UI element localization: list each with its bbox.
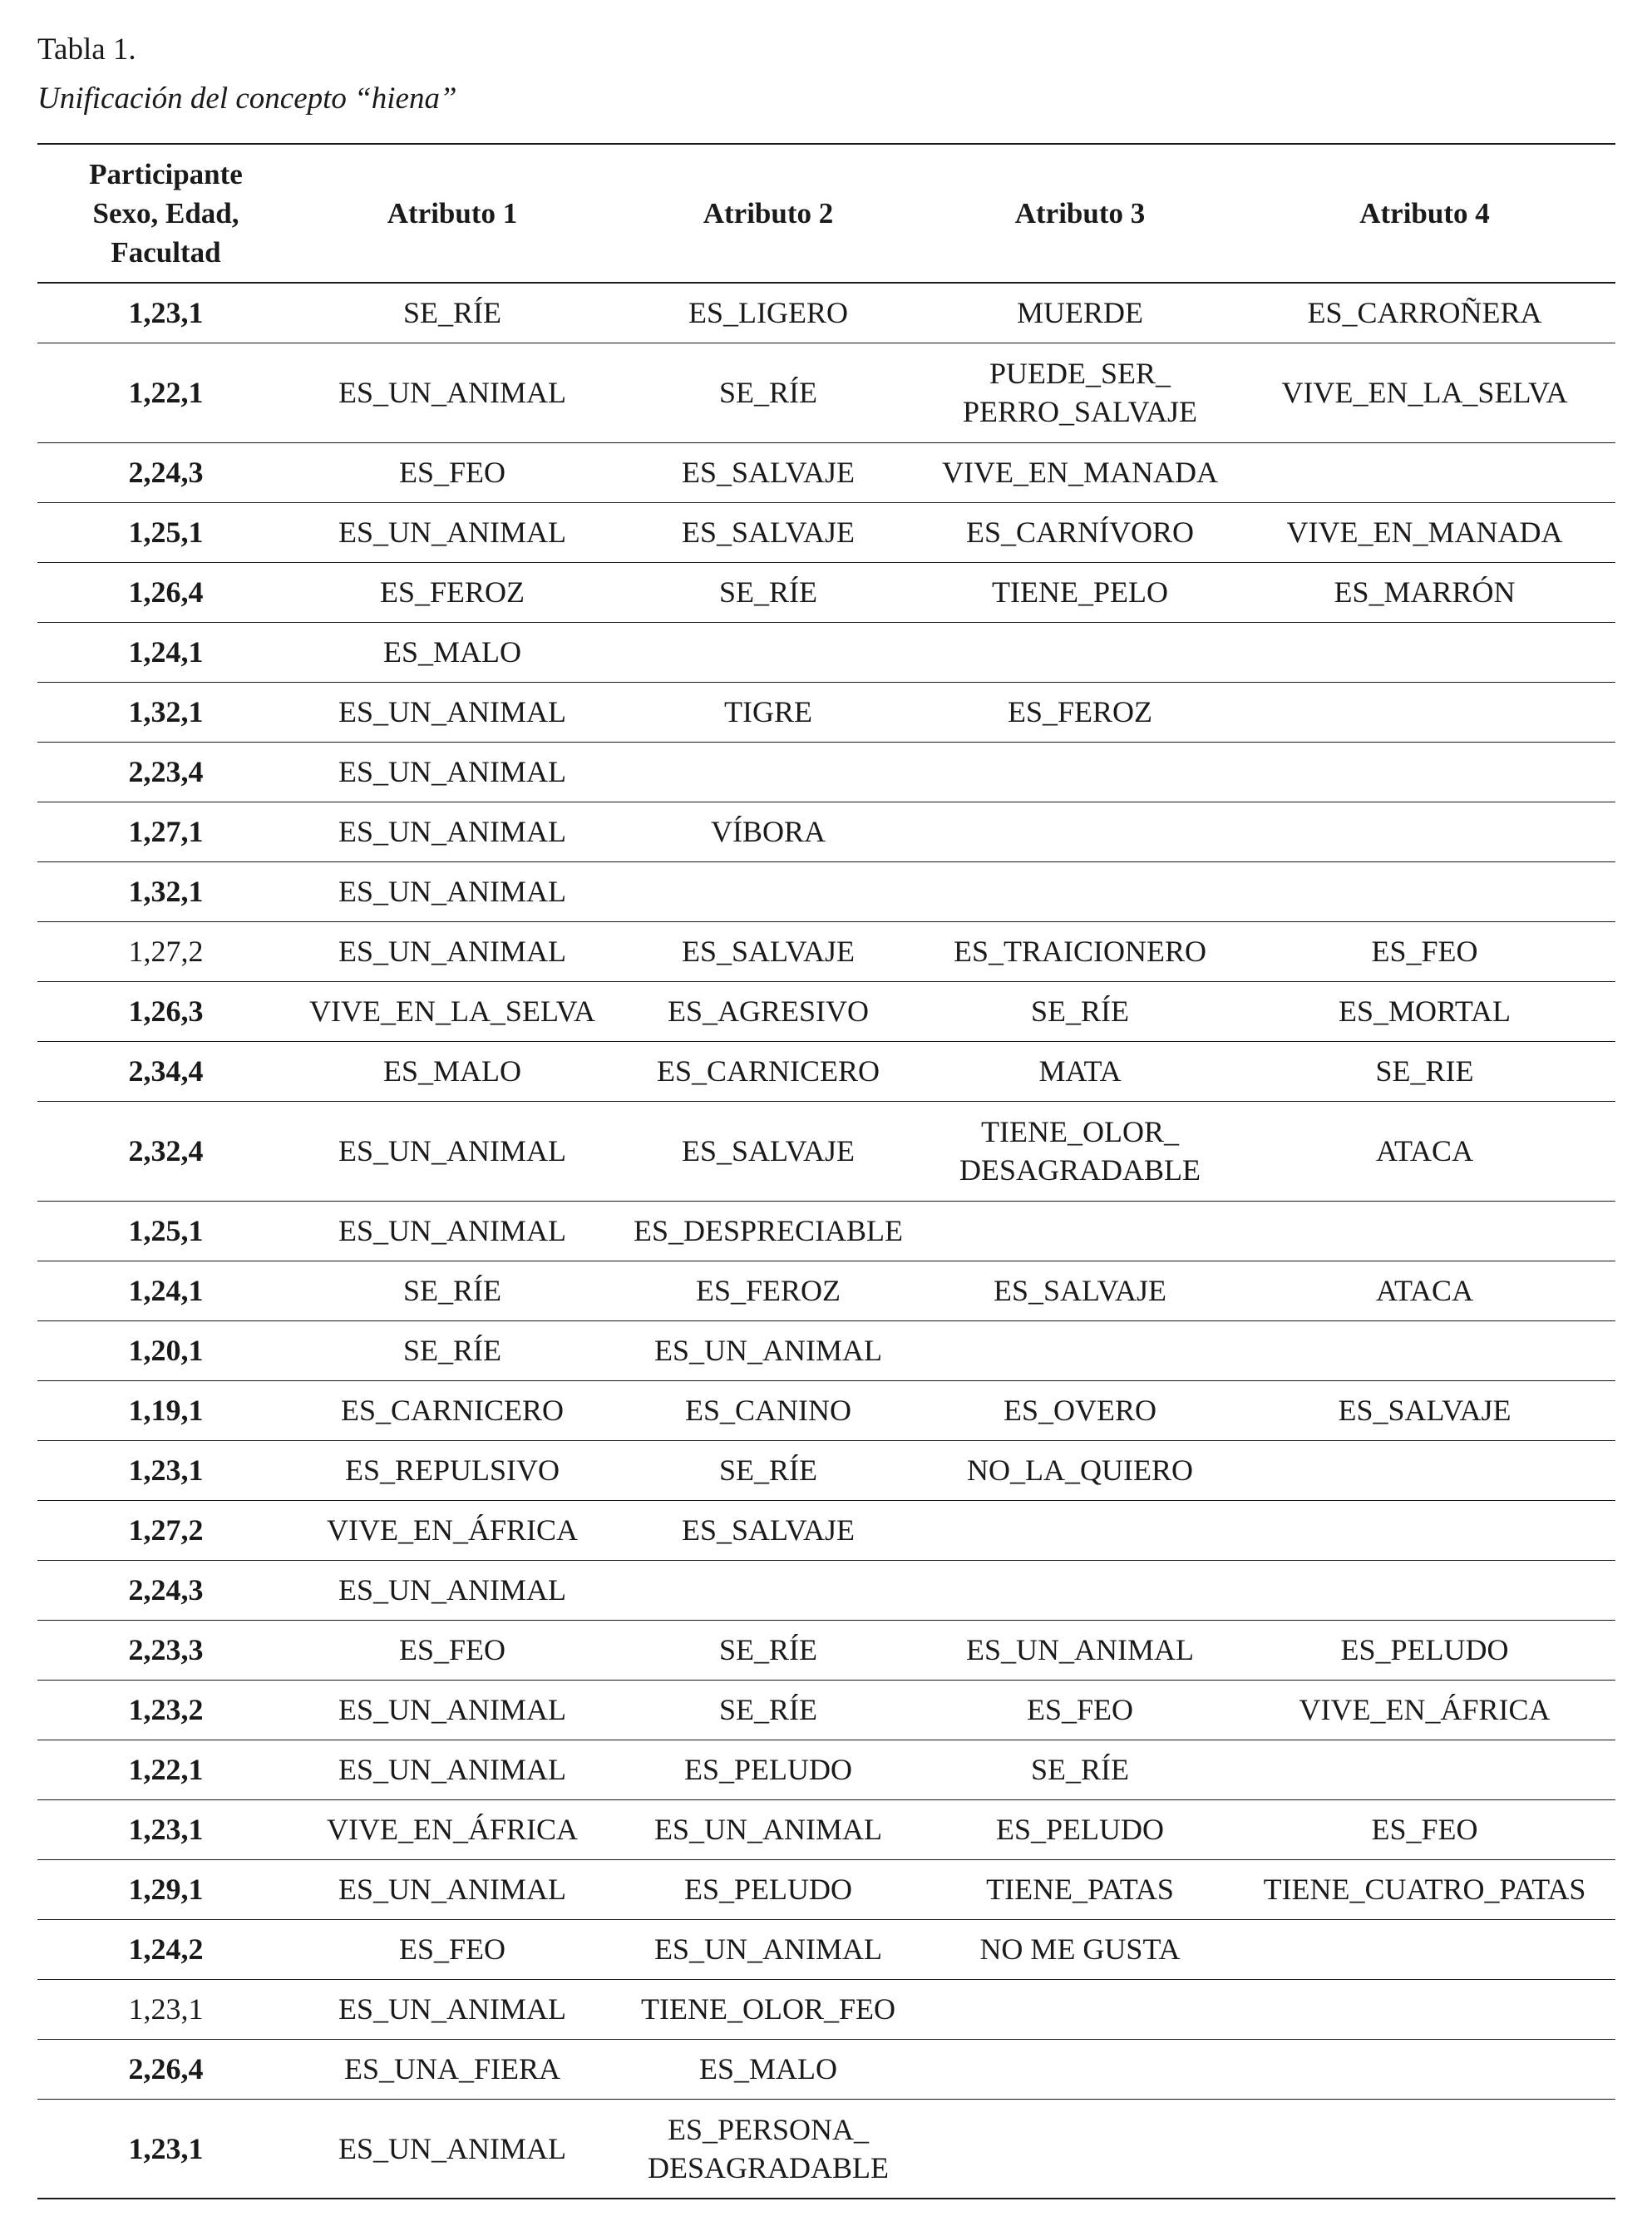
cell-line: ES_UN_ANIMAL <box>338 1693 566 1726</box>
cell-line: ES_CANINO <box>684 1394 851 1427</box>
attribute-4-cell <box>1234 283 1615 343</box>
cell-line: ES_UN_ANIMAL <box>654 1813 882 1846</box>
cell-line: ES_UN_ANIMAL <box>338 376 566 409</box>
attribute-2-cell <box>610 1799 926 1859</box>
attribute-2-cell <box>610 1500 926 1560</box>
participant-cell: 1,22,1 <box>128 376 204 409</box>
cell-line: ES_UN_ANIMAL <box>338 1873 566 1906</box>
cell-line: NO ME GUSTA <box>979 1932 1181 1966</box>
cell-line: SE_RÍE <box>718 1454 817 1487</box>
table-body <box>37 283 1615 2199</box>
table-row <box>37 1979 1615 2039</box>
attribute-3-cell <box>926 2039 1234 2099</box>
attribute-4-cell <box>1234 502 1615 562</box>
table-row <box>37 1320 1615 1380</box>
attribute-3-cell <box>926 1680 1234 1740</box>
attribute-1-cell <box>294 921 610 981</box>
participant-cell: 1,23,1 <box>128 1813 204 1846</box>
table-row <box>37 861 1615 921</box>
attribute-3-cell <box>926 1620 1234 1680</box>
table-row <box>37 1440 1615 1500</box>
attribute-2-cell <box>610 1740 926 1799</box>
attribute-3-cell <box>926 1380 1234 1440</box>
cell-line: ES_CARNICERO <box>656 1054 880 1088</box>
cell-line: ATACA <box>1375 1274 1474 1307</box>
attribute-1-cell <box>294 2099 610 2199</box>
cell-line: SE_RÍE <box>718 1633 817 1666</box>
header-participant <box>37 144 294 283</box>
attribute-1-cell <box>294 1041 610 1101</box>
table-row <box>37 1919 1615 1979</box>
cell-line: ES_PELUDO <box>1340 1633 1509 1666</box>
cell-line: ES_DESPRECIABLE <box>633 1214 904 1247</box>
attribute-4-cell <box>1234 442 1615 502</box>
cell-line: ES_MORTAL <box>1339 995 1511 1028</box>
cell-line: ES_FEO <box>398 1932 506 1966</box>
cell-line: ES_CARNICERO <box>340 1394 565 1427</box>
cell-line: ES_FEO <box>398 456 506 489</box>
cell-line: ES_SALVAJE <box>681 516 856 549</box>
table-row <box>37 1799 1615 1859</box>
participant-cell: 1,29,1 <box>128 1873 204 1906</box>
attribute-1-cell <box>294 1560 610 1620</box>
cell-line: TIENE_PATAS <box>986 1873 1174 1906</box>
attribute-1-cell <box>294 1440 610 1500</box>
cell-line: ES_LIGERO <box>688 296 848 330</box>
table-row <box>37 921 1615 981</box>
participant-cell: 1,24,2 <box>128 1932 204 1966</box>
attribute-3-cell <box>926 1041 1234 1101</box>
attribute-1-cell <box>294 1680 610 1740</box>
table-row <box>37 283 1615 343</box>
participant-cell: 1,25,1 <box>128 1214 204 1247</box>
table-title: Unificación del concepto “hiena” <box>37 81 457 116</box>
header-attribute-2 <box>610 144 926 283</box>
table-row <box>37 442 1615 502</box>
table-row <box>37 981 1615 1041</box>
attribute-3-cell <box>926 1201 1234 1261</box>
attribute-3-cell <box>926 1320 1234 1380</box>
participant-cell: 1,27,2 <box>128 935 204 968</box>
table-label: Tabla 1. <box>37 32 136 67</box>
attribute-4-cell <box>1234 861 1615 921</box>
attribute-1-cell <box>294 981 610 1041</box>
attribute-2-cell <box>610 861 926 921</box>
cell-line: VIVE_EN_MANADA <box>942 456 1218 489</box>
cell-line: SE_RÍE <box>718 575 817 609</box>
attribute-4-cell <box>1234 1201 1615 1261</box>
header-line: Facultad <box>111 236 221 269</box>
cell-line: MUERDE <box>1017 296 1143 330</box>
table-row <box>37 2099 1615 2199</box>
cell-line: TIENE_OLOR_ <box>981 1115 1179 1148</box>
attribute-4-cell <box>1234 742 1615 802</box>
cell-line: SE_RÍE <box>718 376 817 409</box>
cell-line: ES_UN_ANIMAL <box>338 1753 566 1786</box>
cell-line: ES_SALVAJE <box>681 935 856 968</box>
attribute-3-cell <box>926 921 1234 981</box>
cell-line: ATACA <box>1375 1134 1474 1167</box>
cell-line: NO_LA_QUIERO <box>967 1454 1193 1487</box>
table-row <box>37 1620 1615 1680</box>
attribute-1-cell <box>294 1500 610 1560</box>
attribute-4-cell <box>1234 1680 1615 1740</box>
participant-cell: 1,23,2 <box>128 1693 204 1726</box>
cell-line: ES_FEROZ <box>1007 695 1153 728</box>
header-line: Sexo, Edad, <box>92 197 239 230</box>
table-header-row <box>37 144 1615 283</box>
header-line: Atributo 1 <box>387 197 518 230</box>
table-row <box>37 343 1615 442</box>
cell-line: ES_PELUDO <box>683 1753 852 1786</box>
cell-line: ES_SALVAJE <box>1338 1394 1511 1427</box>
attribute-2-cell <box>610 562 926 622</box>
cell-line: ES_FEO <box>1371 1813 1478 1846</box>
participant-cell: 1,23,1 <box>128 296 204 330</box>
cell-line: ES_SALVAJE <box>681 1513 856 1547</box>
attribute-4-cell <box>1234 1740 1615 1799</box>
cell-line: ES_SALVAJE <box>681 456 856 489</box>
attribute-3-cell <box>926 1440 1234 1500</box>
cell-line: ES_FEROZ <box>379 575 525 609</box>
table-row <box>37 1201 1615 1261</box>
attribute-4-cell <box>1234 2099 1615 2199</box>
attribute-4-cell <box>1234 1859 1615 1919</box>
attribute-3-cell <box>926 1979 1234 2039</box>
header-attribute-4 <box>1234 144 1615 283</box>
attribute-2-cell <box>610 1101 926 1201</box>
cell-line: ES_FEROZ <box>695 1274 841 1307</box>
participant-cell: 1,24,1 <box>128 635 204 669</box>
participant-cell: 1,24,1 <box>128 1274 204 1307</box>
attribute-1-cell <box>294 1740 610 1799</box>
cell-line: ES_UN_ANIMAL <box>338 516 566 549</box>
attribute-2-cell <box>610 742 926 802</box>
attribute-3-cell <box>926 861 1234 921</box>
header-line: Atributo 4 <box>1359 197 1490 230</box>
cell-line: ES_UN_ANIMAL <box>338 875 566 908</box>
attribute-4-cell <box>1234 343 1615 442</box>
participant-cell: 2,23,4 <box>128 755 204 788</box>
attribute-1-cell <box>294 1979 610 2039</box>
attribute-1-cell <box>294 861 610 921</box>
attribute-4-cell <box>1234 1320 1615 1380</box>
cell-line: SE_RÍE <box>1030 995 1129 1028</box>
table-row <box>37 1041 1615 1101</box>
attribute-3-cell <box>926 622 1234 682</box>
participant-cell: 2,24,3 <box>128 1573 204 1607</box>
participant-cell: 1,23,1 <box>128 1454 204 1487</box>
attribute-3-cell <box>926 682 1234 742</box>
cell-line: ES_UN_ANIMAL <box>338 1573 566 1607</box>
cell-line: TIENE_OLOR_FEO <box>641 1992 895 2026</box>
cell-line: VIVE_EN_LA_SELVA <box>308 995 595 1028</box>
attribute-3-cell <box>926 562 1234 622</box>
cell-line: ES_UN_ANIMAL <box>338 695 566 728</box>
header-attribute-1 <box>294 144 610 283</box>
table-row <box>37 562 1615 622</box>
cell-line: ES_PERSONA_ <box>667 2112 870 2146</box>
cell-line: ES_UN_ANIMAL <box>654 1932 882 1966</box>
attribute-3-cell <box>926 1859 1234 1919</box>
cell-line: ES_FEO <box>1026 1693 1134 1726</box>
attribute-2-cell <box>610 343 926 442</box>
table-row <box>37 1101 1615 1201</box>
table-row <box>37 622 1615 682</box>
attribute-2-cell <box>610 1261 926 1320</box>
attribute-2-cell <box>610 2099 926 2199</box>
attribute-2-cell <box>610 502 926 562</box>
cell-line: VIVE_EN_LA_SELVA <box>1281 376 1568 409</box>
table-row <box>37 802 1615 861</box>
table-row <box>37 1380 1615 1440</box>
cell-line: TIENE_PELO <box>992 575 1168 609</box>
attribute-2-cell <box>610 442 926 502</box>
participant-cell: 1,20,1 <box>128 1334 204 1367</box>
attribute-4-cell <box>1234 682 1615 742</box>
attribute-3-cell <box>926 742 1234 802</box>
attribute-4-cell <box>1234 622 1615 682</box>
attribute-2-cell <box>610 802 926 861</box>
attribute-1-cell <box>294 1320 610 1380</box>
attribute-2-cell <box>610 1201 926 1261</box>
cell-line: ES_UNA_FIERA <box>343 2052 560 2085</box>
attribute-4-cell <box>1234 802 1615 861</box>
attribute-4-cell <box>1234 1919 1615 1979</box>
attribute-2-cell <box>610 1680 926 1740</box>
attribute-2-cell <box>610 1380 926 1440</box>
attribute-1-cell <box>294 1859 610 1919</box>
attribute-1-cell <box>294 1380 610 1440</box>
cell-line: TIENE_CUATRO_PATAS <box>1263 1873 1586 1906</box>
attribute-2-cell <box>610 2039 926 2099</box>
cell-line: ES_OVERO <box>1003 1394 1156 1427</box>
participant-cell: 1,26,4 <box>128 575 204 609</box>
cell-line: ES_UN_ANIMAL <box>338 935 566 968</box>
header-line: Atributo 3 <box>1014 197 1146 230</box>
cell-line: PUEDE_SER_ <box>989 357 1171 390</box>
table-row <box>37 502 1615 562</box>
participant-cell: 2,23,3 <box>128 1633 204 1666</box>
cell-line: MATA <box>1038 1054 1122 1088</box>
participant-cell: 2,26,4 <box>128 2052 204 2085</box>
attribute-3-cell <box>926 1560 1234 1620</box>
header-line: Atributo 2 <box>703 197 834 230</box>
table-row <box>37 1500 1615 1560</box>
attribute-2-cell <box>610 622 926 682</box>
table-row <box>37 742 1615 802</box>
attribute-1-cell <box>294 1101 610 1201</box>
attribute-3-cell <box>926 802 1234 861</box>
table-row <box>37 1560 1615 1620</box>
participant-cell: 2,34,4 <box>128 1054 204 1088</box>
attribute-4-cell <box>1234 1620 1615 1680</box>
attribute-3-cell <box>926 502 1234 562</box>
attribute-1-cell <box>294 2039 610 2099</box>
attribute-2-cell <box>610 921 926 981</box>
cell-line: ES_UN_ANIMAL <box>338 755 566 788</box>
header-line: Participante <box>89 158 243 190</box>
attribute-1-cell <box>294 1261 610 1320</box>
attribute-4-cell <box>1234 1500 1615 1560</box>
attribute-3-cell <box>926 343 1234 442</box>
attribute-1-cell <box>294 502 610 562</box>
cell-line: ES_UN_ANIMAL <box>338 1134 566 1167</box>
cell-line: TIGRE <box>724 695 812 728</box>
cell-line: VIVE_EN_ÁFRICA <box>327 1813 578 1846</box>
attribute-2-cell <box>610 283 926 343</box>
attribute-1-cell <box>294 283 610 343</box>
concept-table <box>37 143 1615 2199</box>
attribute-1-cell <box>294 1201 610 1261</box>
cell-line: ES_CARROÑERA <box>1307 296 1542 330</box>
attribute-1-cell <box>294 1620 610 1680</box>
cell-line: ES_AGRESIVO <box>667 995 869 1028</box>
attribute-2-cell <box>610 1560 926 1620</box>
attribute-1-cell <box>294 742 610 802</box>
attribute-3-cell <box>926 283 1234 343</box>
attribute-3-cell <box>926 1799 1234 1859</box>
attribute-3-cell <box>926 1101 1234 1201</box>
cell-line: ES_CARNÍVORO <box>965 516 1195 549</box>
attribute-1-cell <box>294 343 610 442</box>
attribute-3-cell <box>926 1500 1234 1560</box>
cell-line: SE_RÍE <box>718 1693 817 1726</box>
cell-line: PERRO_SALVAJE <box>962 395 1198 428</box>
attribute-3-cell <box>926 1740 1234 1799</box>
attribute-2-cell <box>610 1041 926 1101</box>
cell-line: ES_FEO <box>398 1633 506 1666</box>
cell-line: ES_REPULSIVO <box>344 1454 560 1487</box>
cell-line: ES_MALO <box>698 2052 837 2085</box>
attribute-3-cell <box>926 2099 1234 2199</box>
cell-line: ES_UN_ANIMAL <box>338 1214 566 1247</box>
cell-line: VIVE_EN_MANADA <box>1286 516 1563 549</box>
participant-cell: 1,23,1 <box>128 2131 204 2165</box>
cell-line: ES_UN_ANIMAL <box>338 1992 566 2026</box>
attribute-3-cell <box>926 1919 1234 1979</box>
table-row <box>37 1740 1615 1799</box>
cell-line: ES_UN_ANIMAL <box>966 1633 1194 1666</box>
attribute-2-cell <box>610 682 926 742</box>
attribute-1-cell <box>294 1919 610 1979</box>
attribute-4-cell <box>1234 921 1615 981</box>
cell-line: ES_SALVAJE <box>681 1134 856 1167</box>
cell-line: SE_RÍE <box>1030 1753 1129 1786</box>
cell-line: ES_PELUDO <box>995 1813 1164 1846</box>
table-row <box>37 2039 1615 2099</box>
cell-line: ES_MARRÓN <box>1334 575 1516 609</box>
participant-cell: 1,32,1 <box>128 695 204 728</box>
cell-line: SE_RIE <box>1375 1054 1474 1088</box>
attribute-1-cell <box>294 622 610 682</box>
cell-line: VIVE_EN_ÁFRICA <box>327 1513 578 1547</box>
cell-line: ES_UN_ANIMAL <box>338 815 566 848</box>
cell-line: ES_PELUDO <box>683 1873 852 1906</box>
participant-cell: 2,24,3 <box>128 456 204 489</box>
attribute-1-cell <box>294 1799 610 1859</box>
attribute-2-cell <box>610 981 926 1041</box>
cell-line: SE_RÍE <box>402 1274 501 1307</box>
attribute-3-cell <box>926 981 1234 1041</box>
cell-line: ES_SALVAJE <box>993 1274 1167 1307</box>
attribute-4-cell <box>1234 1261 1615 1320</box>
attribute-1-cell <box>294 802 610 861</box>
attribute-1-cell <box>294 562 610 622</box>
participant-cell: 1,26,3 <box>128 995 204 1028</box>
attribute-4-cell <box>1234 2039 1615 2099</box>
table-row <box>37 682 1615 742</box>
cell-line: ES_UN_ANIMAL <box>654 1334 882 1367</box>
attribute-2-cell <box>610 1979 926 2039</box>
cell-line: SE_RÍE <box>402 1334 501 1367</box>
cell-line: ES_MALO <box>382 635 521 669</box>
attribute-1-cell <box>294 682 610 742</box>
cell-line: ES_MALO <box>382 1054 521 1088</box>
header-attribute-3 <box>926 144 1234 283</box>
attribute-1-cell <box>294 442 610 502</box>
table-row <box>37 1859 1615 1919</box>
table-row <box>37 1680 1615 1740</box>
cell-line: VIVE_EN_ÁFRICA <box>1299 1693 1551 1726</box>
attribute-2-cell <box>610 1859 926 1919</box>
cell-line: DESAGRADABLE <box>647 2150 889 2184</box>
attribute-2-cell <box>610 1320 926 1380</box>
attribute-4-cell <box>1234 1560 1615 1620</box>
cell-line: DESAGRADABLE <box>959 1153 1201 1187</box>
participant-cell: 1,25,1 <box>128 516 204 549</box>
cell-line: SE_RÍE <box>402 296 501 330</box>
participant-cell: 2,32,4 <box>128 1134 204 1167</box>
attribute-4-cell <box>1234 981 1615 1041</box>
participant-cell: 1,23,1 <box>128 1992 204 2026</box>
attribute-2-cell <box>610 1919 926 1979</box>
attribute-4-cell <box>1234 1440 1615 1500</box>
attribute-2-cell <box>610 1440 926 1500</box>
cell-line: ES_UN_ANIMAL <box>338 2131 566 2165</box>
participant-cell: 1,22,1 <box>128 1753 204 1786</box>
cell-line: ES_FEO <box>1371 935 1478 968</box>
attribute-2-cell <box>610 1620 926 1680</box>
participant-cell: 1,27,1 <box>128 815 204 848</box>
cell-line: ES_TRAICIONERO <box>954 935 1206 968</box>
attribute-4-cell <box>1234 562 1615 622</box>
table-row <box>37 1261 1615 1320</box>
attribute-4-cell <box>1234 1979 1615 2039</box>
cell-line: VÍBORA <box>710 815 826 848</box>
attribute-4-cell <box>1234 1380 1615 1440</box>
attribute-4-cell <box>1234 1041 1615 1101</box>
attribute-3-cell <box>926 1261 1234 1320</box>
attribute-4-cell <box>1234 1101 1615 1201</box>
participant-cell: 1,32,1 <box>128 875 204 908</box>
attribute-3-cell <box>926 442 1234 502</box>
attribute-4-cell <box>1234 1799 1615 1859</box>
participant-cell: 1,27,2 <box>128 1513 204 1547</box>
participant-cell: 1,19,1 <box>128 1394 204 1427</box>
